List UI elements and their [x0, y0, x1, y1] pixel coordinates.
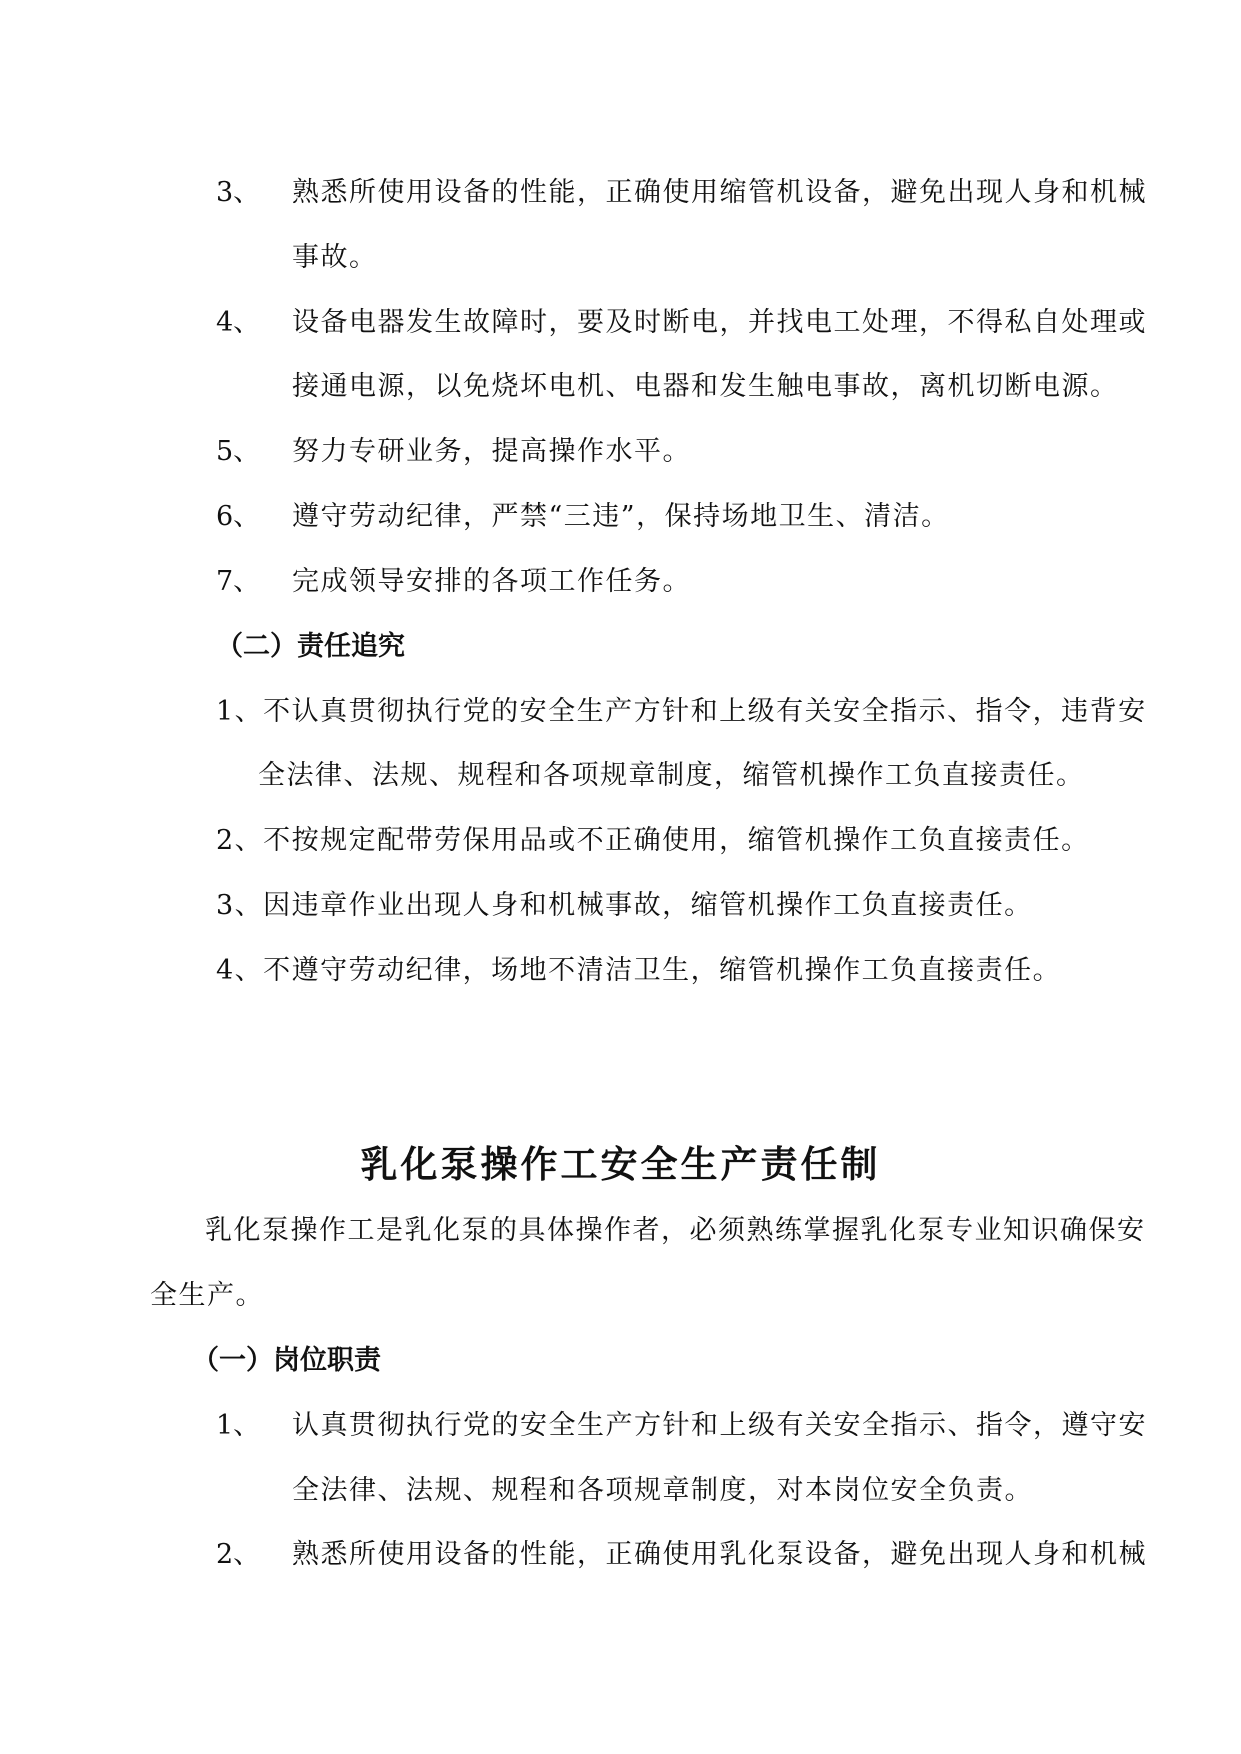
- list-item-text: 遵守劳动纪律，严禁“三违”，保持场地卫生、清洁。: [292, 501, 950, 532]
- duties-heading: （一）岗位职责: [192, 1345, 381, 1376]
- list-item-text: 设备电器发生故障时，要及时断电，并找电工处理，不得私自处理或: [292, 307, 1147, 338]
- liability-heading: （二）责任追究: [216, 631, 405, 662]
- list-item-number: 4、: [216, 307, 261, 338]
- list-item-text: 全法律、法规、规程和各项规章制度，对本岗位安全负责。: [292, 1475, 1033, 1506]
- paragraph-line: 乳化泵操作工是乳化泵的具体操作者，必须熟练掌握乳化泵专业知识确保安: [205, 1215, 1146, 1246]
- list-item-text: 努力专研业务，提高操作水平。: [292, 436, 691, 467]
- list-item-text: 熟悉所使用设备的性能，正确使用乳化泵设备，避免出现人身和机械: [292, 1539, 1147, 1570]
- list-item-text: 接通电源，以免烧坏电机、电器和发生触电事故，离机切断电源。: [292, 371, 1119, 402]
- list-item-text: 2、不按规定配带劳保用品或不正确使用，缩管机操作工负直接责任。: [216, 825, 1090, 856]
- list-item-number: 2、: [216, 1539, 261, 1570]
- list-item-text: 熟悉所使用设备的性能，正确使用缩管机设备，避免出现人身和机械: [292, 177, 1147, 208]
- list-item-number: 5、: [216, 436, 261, 467]
- list-item-text: 事故。: [292, 242, 378, 273]
- list-item-text: 1、不认真贯彻执行党的安全生产方针和上级有关安全指示、指令，违背安: [216, 696, 1147, 727]
- list-item-number: 7、: [216, 566, 261, 597]
- list-item-text: 全法律、法规、规程和各项规章制度，缩管机操作工负直接责任。: [258, 760, 1085, 791]
- list-item-text: 3、因违章作业出现人身和机械事故，缩管机操作工负直接责任。: [216, 890, 1033, 921]
- paragraph-line: 全生产。: [150, 1280, 264, 1311]
- list-item-number: 6、: [216, 501, 261, 532]
- list-item-text: 4、不遵守劳动纪律，场地不清洁卫生，缩管机操作工负直接责任。: [216, 955, 1062, 986]
- section-title: 乳化泵操作工安全生产责任制: [360, 1143, 881, 1186]
- list-item-text: 认真贯彻执行党的安全生产方针和上级有关安全指示、指令，遵守安: [292, 1410, 1147, 1441]
- list-item-text: 完成领导安排的各项工作任务。: [292, 566, 691, 597]
- list-item-number: 3、: [216, 177, 261, 208]
- list-item-number: 1、: [216, 1410, 261, 1441]
